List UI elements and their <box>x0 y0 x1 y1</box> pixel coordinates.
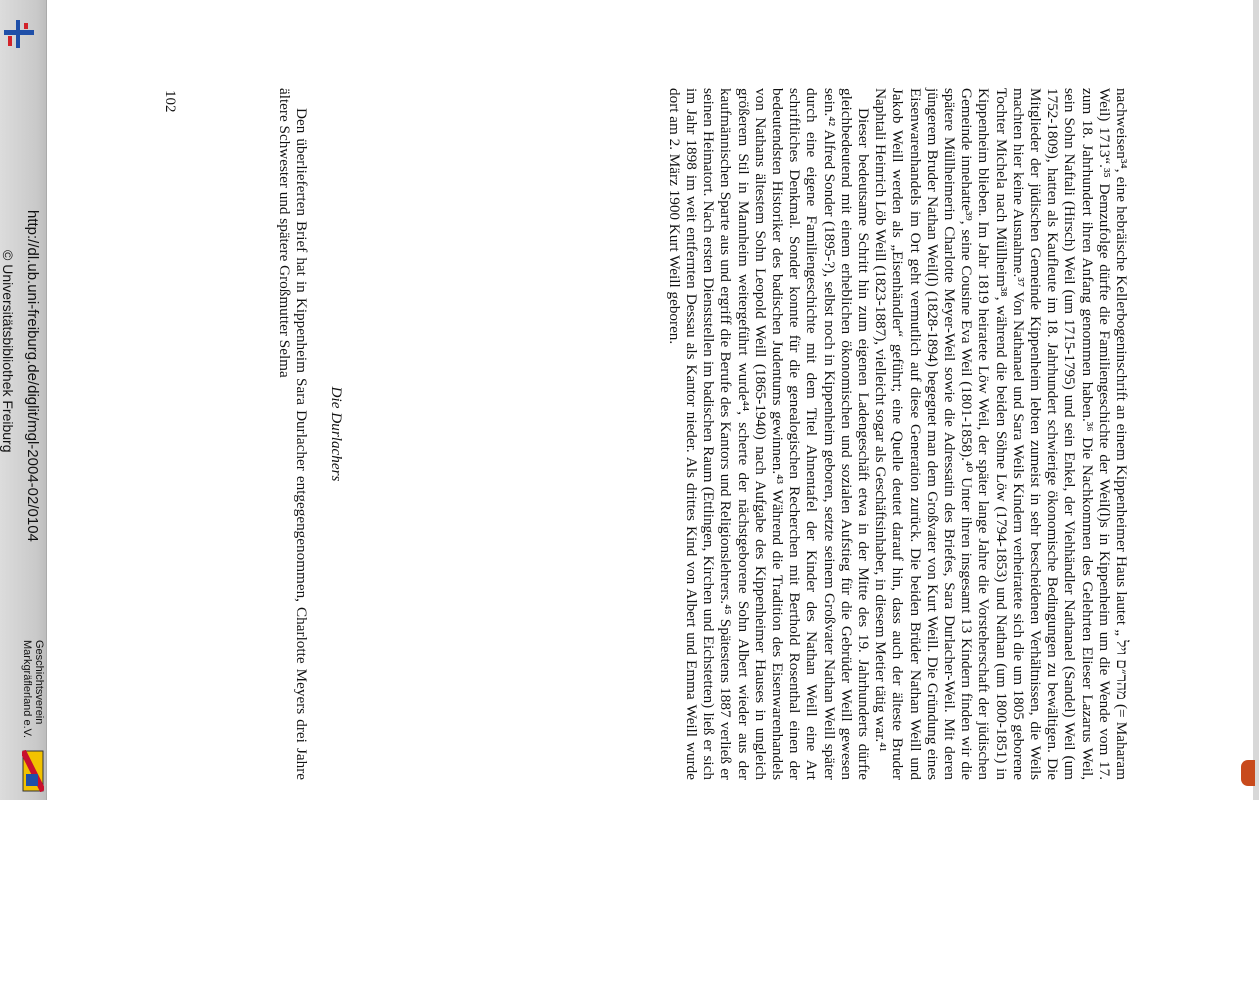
scanned-page <box>120 20 1160 780</box>
paragraph-1: nachweisen³⁴, eine hebräische Kellerbogeninschrift an einem Kippenheimer Haus lautet „ מהר״ם ויל (= Maharam Weil) 1713“.³⁵ Demzufolge dürfte die Familiengeschichte der Weil(l)s in Kippenheim um die Wende vom 17. zum 18. Jahrhundert ihren Anfang genommen haben.³⁶ Die Nachkommen des Gelehrten Elieser Lazarus Weil, sein Sohn Naftali (Hirsch) Weil (um 1715-1795) und sein Enkel, der Viehhändler Nathanael (Sandel) Weil (um 1752-1809), hatten als Kaufleute im 18. Jahrhundert schwierige ökonomische Bedingungen zu bewältigen. Die Mitglieder der jüdischen Gemeinde Kippenheim lebten zumeist in sehr bescheidenen Verhältnissen, die Weils machten hier keine Ausnahme.³⁷ Von Nathanael und Sara Weils Kindern verheiratete sich die um 1805 geborene Tochter Michela nach Müllheim³⁸, während die beiden Söhne Löw (1794-1853) und Nathan (um 1800-1851) in Kippenheim blieben. Im Jahr 1819 heiratete Löw Weil, der später lange Jahre die Vorsteherschaft der jüdischen Gemeinde innehatte³⁹, seine Cousine Eva Weil (1801-1858).⁴⁰ Unter ihren insgesamt 13 Kindern finden wir die spätere Müllheimerin Charlotte Meyer-Weil sowie die Adressatin des Briefes, Sara Durlacher-Weil. Mit deren jüngerem Bruder Nathan Weil(l) (1828-1894) begegnet man dem Großvater von Kurt Weill. Die Gründung eines Eisenwarenhandels im Ort geht vermutlich auf diese Generation zurück. Die beiden Brüder Nathan Weill und Jakob Weill werden als „Eisenhändler“ geführt; eine Quelle deutet darauf hin, dass auch der älteste Bruder Naphtali Heinrich Löb Weill (1823-1887), vielleicht sogar als Geschäftsinhaber, in diesem Metier tätig war.⁴¹ <box>872 88 1130 780</box>
paragraph-3: Den überlieferten Brief hat in Kippenheim Sara Durlacher entgegengenommen, Charlotte Meyers drei Jahre ältere Schwester und spätere Großmutter Selma <box>275 88 310 780</box>
viewer-side-tab[interactable] <box>1241 760 1255 786</box>
paragraph-2: Dieser bedeutsame Schritt hin zum eigenen Ladengeschäft etwa in der Mitte des 19. Jahrhunderts dürfte gleichbedeutend mit einem erheblichen ökonomischen und sozialen Aufstieg für die Gebrüder Weill gewesen sein.⁴² Alfred Sonder (1895-?), selbst noch in Kippenheim geboren, setzte seinem Großvater Nathan Weill später durch eine eigene Familiengeschichte mit dem Titel Ahnentafel der Kinder des Nathan Weill eine Art schriftliches Denkmal. Sonder konnte für die genealogischen Recherchen mit Berthold Rosenthal einen der bedeutendsten Historiker des badischen Judentums gewinnen.⁴³ Während die Tradition des Eisenwarenhandels von Nathans ältestem Sohn Leopold Weill (1865-1940) nach Aufgabe des Kippenheimer Hauses in ungleich größerem Stil in Mannheim weitergeführt wurde⁴⁴, scherte der nächstgeborene Sohn Albert wieder aus der kaufmännischen Sparte aus und ergriff die Berufe des Kantors und Religionslehrers.⁴⁵ Spätestens 1887 verließ er seinen Heimatort. Nach ersten Dienststellen im badischen Raum (Ettlingen, Kirchen und Eichstetten) ließ er sich im Jahr 1898 im weit entfernten Dessau als Kantor nieder. Als drittes Kind von Albert und Emma Weill wurde dort am 2. März 1900 Kurt Weill geboren. <box>665 88 872 780</box>
page-body <box>666 88 1130 780</box>
footer-copyright: © Universitätsbibliothek Freiburg <box>0 250 16 453</box>
section-heading: Die Durlachers <box>328 386 345 482</box>
page-number: 102 <box>162 90 178 113</box>
society-crest-icon <box>22 750 44 792</box>
society-label: Geschichtsverein Markgräflerland e.V. <box>21 640 45 739</box>
university-logo-icon[interactable] <box>2 18 36 50</box>
viewer-right-strip <box>1253 0 1259 800</box>
footer-url[interactable]: http://dl.ub.uni-freiburg.de/diglit/mgl-2004-02/0104 <box>24 210 41 542</box>
